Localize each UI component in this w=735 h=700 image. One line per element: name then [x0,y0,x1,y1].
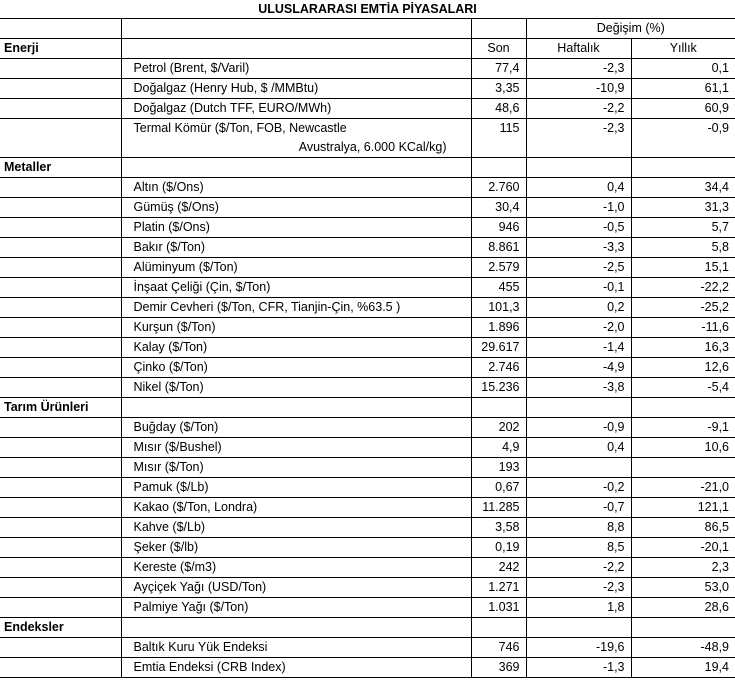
section-title: Metaller [0,158,121,178]
weekly-change: -0,5 [526,218,631,238]
commodity-name: Şeker ($/lb) [121,538,471,558]
row-blank [0,638,121,658]
table-row [0,338,735,358]
commodity-name [121,119,471,158]
yearly-change: 19,4 [631,658,735,678]
last-value: 193 [471,458,526,478]
section-blank [121,158,471,178]
last-value: 101,3 [471,298,526,318]
weekly-change [526,458,631,478]
last-value: 2.746 [471,358,526,378]
table-row [0,458,735,478]
commodity-name-line1: Termal Kömür ($/Ton, FOB, Newcastle [133,121,347,135]
table-row [0,478,735,498]
table-row [0,558,735,578]
last-value: 3,35 [471,79,526,99]
row-blank [0,518,121,538]
weekly-change: 0,4 [526,438,631,458]
yearly-change: 53,0 [631,578,735,598]
row-blank [0,558,121,578]
last-value: 1.031 [471,598,526,618]
commodity-name: Palmiye Yağı ($/Ton) [121,598,471,618]
yearly-change: 86,5 [631,518,735,538]
row-blank [0,478,121,498]
last-value: 946 [471,218,526,238]
last-value: 0,19 [471,538,526,558]
weekly-change: -1,4 [526,338,631,358]
commodity-name-line2: Avustralya, 6.000 KCal/kg) [298,140,447,154]
table-row [0,298,735,318]
commodity-table [0,18,735,678]
section-title: Enerji [0,39,121,59]
weekly-change: -19,6 [526,638,631,658]
weekly-change: -2,2 [526,99,631,119]
section-blank [121,618,471,638]
table-row [0,518,735,538]
commodity-name: Gümüş ($/Ons) [121,198,471,218]
row-blank [0,119,121,158]
section-blank [631,618,735,638]
row-blank [0,318,121,338]
column-header-yearly: Yıllık [631,39,735,59]
table-row [0,318,735,338]
yearly-change: -20,1 [631,538,735,558]
section-blank [526,398,631,418]
yearly-change: -0,9 [631,119,735,158]
section-row [0,39,735,59]
section-blank [471,618,526,638]
yearly-change: 0,1 [631,59,735,79]
table-title: ULUSLARARASI EMTİA PİYASALARI [258,2,477,16]
last-value: 202 [471,418,526,438]
yearly-change: -25,2 [631,298,735,318]
table-row [0,378,735,398]
section-blank [121,39,471,59]
table-row [0,218,735,238]
table-row [0,59,735,79]
header-blank [121,19,471,39]
commodity-name: Doğalgaz (Henry Hub, $ /MMBtu) [121,79,471,99]
commodity-name: Kereste ($/m3) [121,558,471,578]
last-value: 11.285 [471,498,526,518]
yearly-change: -48,9 [631,638,735,658]
section-row [0,618,735,638]
commodity-name: Kurşun ($/Ton) [121,318,471,338]
yearly-change: 31,3 [631,198,735,218]
commodity-name: Kakao ($/Ton, Londra) [121,498,471,518]
last-value: 2.579 [471,258,526,278]
yearly-change: -11,6 [631,318,735,338]
table-row [0,598,735,618]
weekly-change: -1,3 [526,658,631,678]
row-blank [0,438,121,458]
last-value: 2.760 [471,178,526,198]
last-value: 0,67 [471,478,526,498]
yearly-change: 61,1 [631,79,735,99]
yearly-change: 121,1 [631,498,735,518]
column-header-weekly: Haftalık [526,39,631,59]
weekly-change: -0,9 [526,418,631,438]
table-row [0,278,735,298]
header-blank [0,19,121,39]
commodity-name: Kalay ($/Ton) [121,338,471,358]
commodity-name: Demir Cevheri ($/Ton, CFR, Tianjin-Çin, %63.5 ) [121,298,471,318]
commodity-name: Çinko ($/Ton) [121,358,471,378]
section-blank [631,158,735,178]
row-blank [0,79,121,99]
last-value: 242 [471,558,526,578]
row-blank [0,598,121,618]
row-blank [0,298,121,318]
yearly-change: 60,9 [631,99,735,119]
section-blank [471,398,526,418]
weekly-change: -0,1 [526,278,631,298]
weekly-change: -2,5 [526,258,631,278]
row-blank [0,538,121,558]
weekly-change: 0,4 [526,178,631,198]
table-row [0,498,735,518]
last-value: 1.896 [471,318,526,338]
commodity-name: Bakır ($/Ton) [121,238,471,258]
section-row [0,158,735,178]
weekly-change: -1,0 [526,198,631,218]
weekly-change: -0,7 [526,498,631,518]
row-blank [0,578,121,598]
column-header-last: Son [471,39,526,59]
commodity-name: Altın ($/Ons) [121,178,471,198]
table-row [0,119,735,158]
table-row [0,438,735,458]
last-value: 3,58 [471,518,526,538]
commodity-name: Emtia Endeksi (CRB Index) [121,658,471,678]
last-value: 746 [471,638,526,658]
last-value: 77,4 [471,59,526,79]
section-row [0,398,735,418]
header-blank [471,19,526,39]
change-group-header: Değişim (%) [526,19,735,39]
weekly-change: 8,8 [526,518,631,538]
last-value: 1.271 [471,578,526,598]
commodity-name: Mısır ($/Ton) [121,458,471,478]
section-blank [471,158,526,178]
weekly-change: -2,3 [526,578,631,598]
row-blank [0,498,121,518]
yearly-change: 16,3 [631,338,735,358]
table-row [0,79,735,99]
weekly-change: -4,9 [526,358,631,378]
weekly-change: 8,5 [526,538,631,558]
commodity-name: Kahve ($/Lb) [121,518,471,538]
row-blank [0,378,121,398]
commodity-name: Pamuk ($/Lb) [121,478,471,498]
weekly-change: -2,0 [526,318,631,338]
table-row [0,198,735,218]
row-blank [0,278,121,298]
last-value: 8.861 [471,238,526,258]
weekly-change: 1,8 [526,598,631,618]
yearly-change: -21,0 [631,478,735,498]
yearly-change: 28,6 [631,598,735,618]
commodity-name: Nikel ($/Ton) [121,378,471,398]
row-blank [0,338,121,358]
last-value: 369 [471,658,526,678]
commodity-name: Buğday ($/Ton) [121,418,471,438]
yearly-change: 2,3 [631,558,735,578]
row-blank [0,418,121,438]
last-value: 30,4 [471,198,526,218]
table-row [0,578,735,598]
row-blank [0,218,121,238]
last-value: 48,6 [471,99,526,119]
yearly-change: 15,1 [631,258,735,278]
row-blank [0,238,121,258]
weekly-change: -0,2 [526,478,631,498]
table-row [0,258,735,278]
table-row [0,358,735,378]
last-value: 15.236 [471,378,526,398]
table-row [0,638,735,658]
row-blank [0,258,121,278]
section-blank [631,398,735,418]
yearly-change: -22,2 [631,278,735,298]
commodity-name: Baltık Kuru Yük Endeksi [121,638,471,658]
yearly-change: 10,6 [631,438,735,458]
commodity-name: Doğalgaz (Dutch TFF, EURO/MWh) [121,99,471,119]
table-row [0,658,735,678]
last-value: 455 [471,278,526,298]
row-blank [0,178,121,198]
last-value: 29.617 [471,338,526,358]
header-row-group [0,19,735,39]
section-title: Tarım Ürünleri [0,398,121,418]
commodity-name: Mısır ($/Bushel) [121,438,471,458]
commodity-name: Alüminyum ($/Ton) [121,258,471,278]
section-blank [526,618,631,638]
table-row [0,538,735,558]
commodity-name: İnşaat Çeliği (Çin, $/Ton) [121,278,471,298]
yearly-change: 12,6 [631,358,735,378]
commodity-name: Ayçiçek Yağı (USD/Ton) [121,578,471,598]
table-row [0,99,735,119]
row-blank [0,99,121,119]
row-blank [0,658,121,678]
row-blank [0,59,121,79]
row-blank [0,458,121,478]
section-title: Endeksler [0,618,121,638]
row-blank [0,198,121,218]
table-row [0,238,735,258]
yearly-change [631,458,735,478]
row-blank [0,358,121,378]
last-value: 4,9 [471,438,526,458]
weekly-change: -10,9 [526,79,631,99]
commodity-name: Platin ($/Ons) [121,218,471,238]
section-blank [121,398,471,418]
table-row [0,418,735,438]
weekly-change: 0,2 [526,298,631,318]
section-blank [526,158,631,178]
weekly-change: -3,8 [526,378,631,398]
yearly-change: 34,4 [631,178,735,198]
weekly-change: -2,2 [526,558,631,578]
yearly-change: -5,4 [631,378,735,398]
weekly-change: -2,3 [526,59,631,79]
yearly-change: 5,7 [631,218,735,238]
commodity-name: Petrol (Brent, $/Varil) [121,59,471,79]
yearly-change: 5,8 [631,238,735,258]
table-row [0,178,735,198]
last-value: 115 [471,119,526,158]
weekly-change: -2,3 [526,119,631,158]
weekly-change: -3,3 [526,238,631,258]
yearly-change: -9,1 [631,418,735,438]
